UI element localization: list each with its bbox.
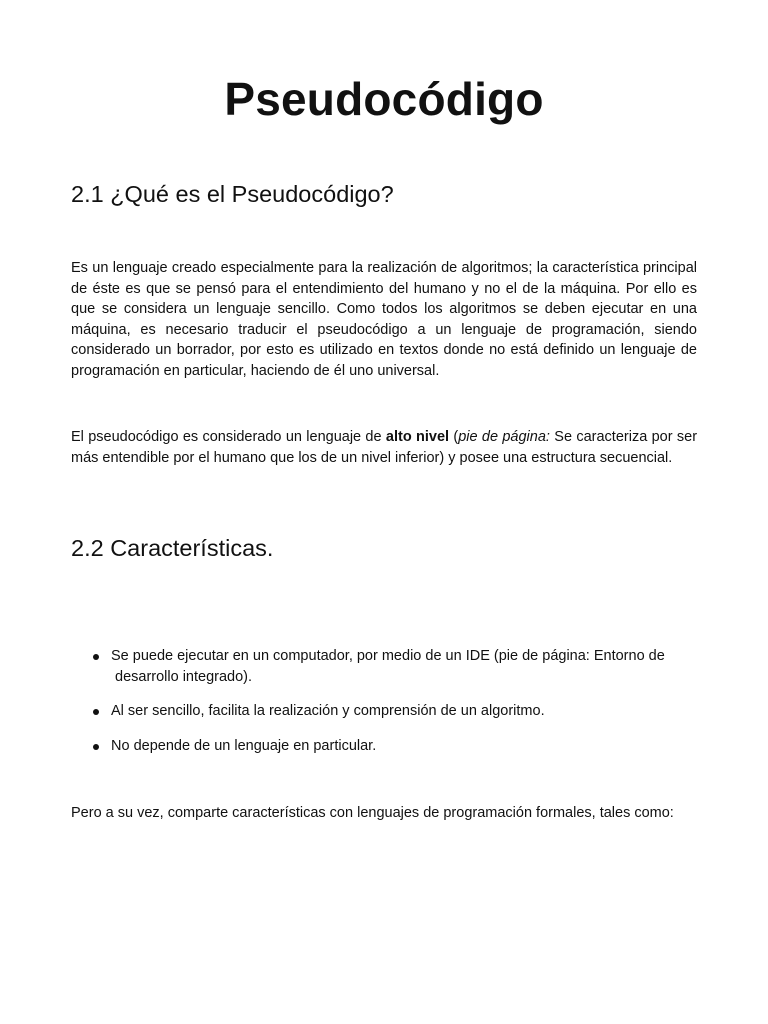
paragraph-text: ( bbox=[449, 429, 459, 445]
paragraph-high-level bbox=[71, 427, 697, 468]
list-item-text: Al ser sencillo, facilita la realización y comprensión de un algoritmo. bbox=[111, 703, 545, 720]
section-heading-features: 2.2 Características. bbox=[71, 535, 274, 561]
bullet-icon bbox=[93, 709, 99, 715]
list-item bbox=[90, 646, 698, 687]
list-item bbox=[90, 736, 698, 757]
footnote-label: pie de página: bbox=[458, 429, 550, 445]
list-item-text: No depende de un lenguaje en particular. bbox=[111, 737, 377, 754]
list-item-text-continuation: desarrollo integrado). bbox=[115, 668, 253, 685]
bullet-icon bbox=[93, 744, 99, 750]
paragraph-shared-features: Pero a su vez, comparte características con lenguajes de programación formales, tales como: bbox=[71, 805, 674, 821]
page-title: Pseudocódigo bbox=[224, 73, 544, 125]
bold-term: alto nivel bbox=[385, 429, 450, 445]
list-item bbox=[90, 701, 698, 722]
paragraph-text: El pseudocódigo es considerado un lenguaje de bbox=[71, 429, 386, 445]
paragraph-definition: Es un lenguaje creado especialmente para la realización de algoritmos; la característica principal de éste es que se pensó para el entendimiento del humano y no el de la máquina. Por ello es que se considera un lenguaje sencillo. Como todos los algoritmos se deben ejecutar en una máquina, es necesario traducir el pseudocódigo a un lenguaje de programación, siendo considerado un borrador, por esto es utilizado en textos donde no está definido un lenguaje de programación en particular, haciendo de él uno universal. bbox=[71, 260, 697, 379]
paragraph-text: Se caracteriza por ser más entendible por el humano que los de un nivel inferior) y posee una estructura secuencial. bbox=[71, 429, 698, 466]
list-item-text: Se puede ejecutar en un computador, por medio de un IDE (pie de página: Entorno de bbox=[111, 648, 665, 664]
features-list bbox=[90, 646, 698, 756]
bullet-icon bbox=[93, 654, 99, 660]
section-heading-what-is: 2.1 ¿Qué es el Pseudocódigo? bbox=[71, 181, 394, 207]
